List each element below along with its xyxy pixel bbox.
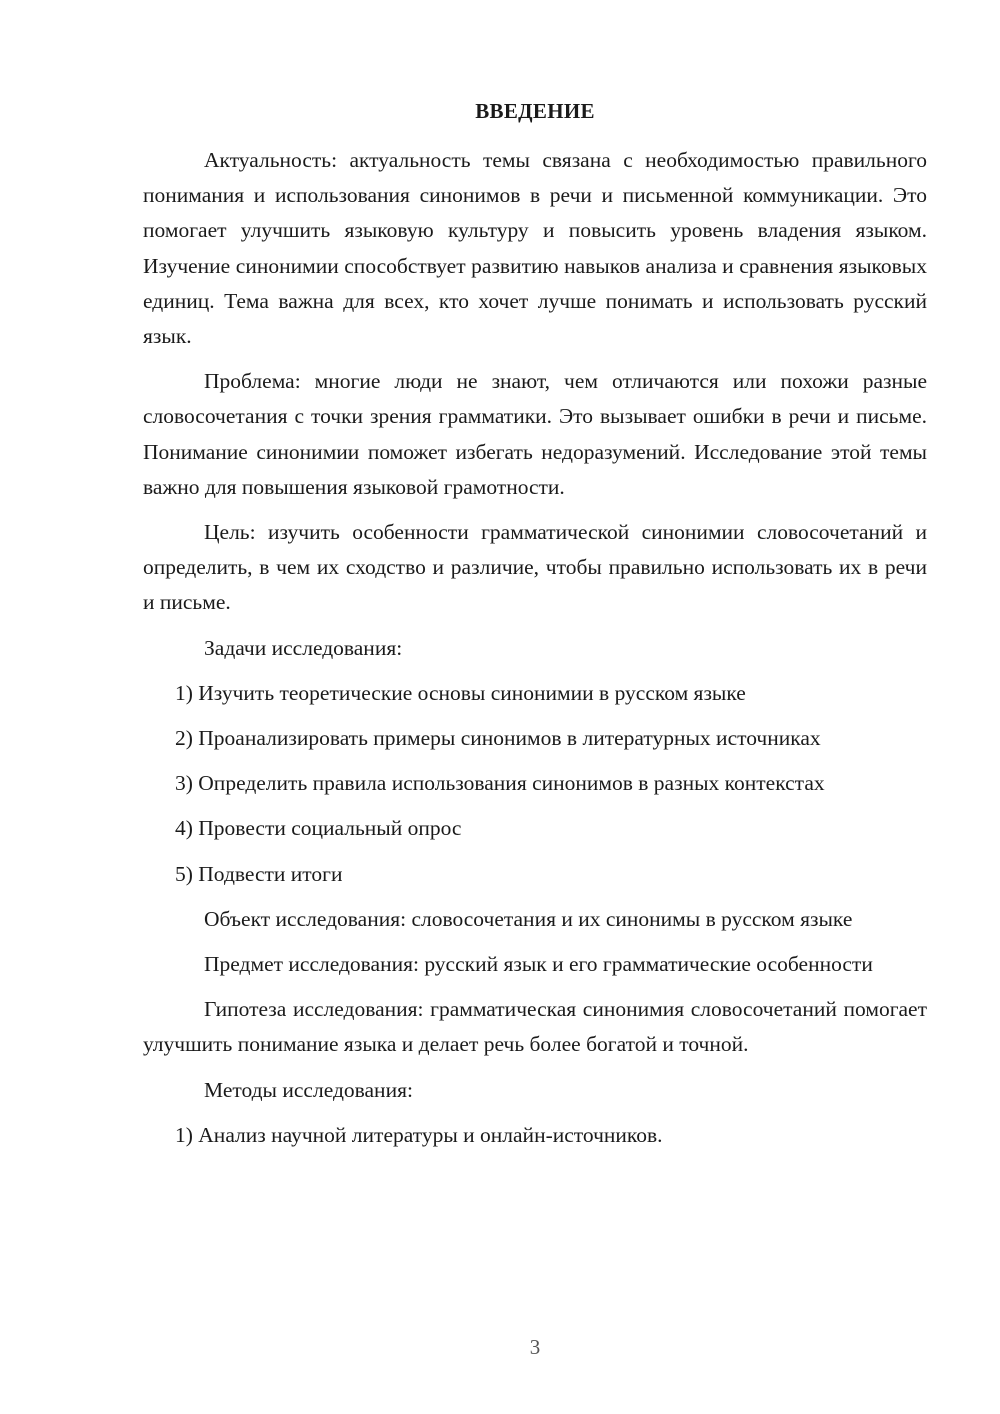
task-item: 4) Провести социальный опрос [175,816,462,841]
object-paragraph: Объект исследования: словосочетания и их синонимы в русском языке [204,906,853,931]
methods-label: Методы исследования: [204,1077,413,1102]
task-item: 1) Изучить теоретические основы синонимии в русском языке [175,680,746,705]
task-item: 5) Подвести итоги [175,861,343,886]
task-item: 3) Определить правила использования синонимов в разных контекстах [175,771,825,796]
method-item: 1) Анализ научной литературы и онлайн-источников. [175,1122,663,1147]
document-body [143,143,927,1163]
relevance-paragraph: Актуальность: актуальность темы связана с необходимостью правильного понимания и использования синонимов в речи и письменной коммуникации. Это помогает улучшить языковую культуру и повысить уровень владения языком. Изучение синонимии способствует развитию навыков анализа и сравнения языковых единиц. Тема важна для всех, кто хочет лучше понимать и использовать русский язык. [143,148,927,349]
problem-paragraph: Проблема: многие люди не знают, чем отличаются или похожи разные словосочетания с точки зрения грамматики. Это вызывает ошибки в речи и письме. Понимание синонимии поможет избегать недоразумений. Исследование этой темы важно для повышения языковой грамотности. [143,369,927,499]
tasks-label: Задачи исследования: [204,635,403,660]
section-heading: ВВЕДЕНИЕ [475,99,595,123]
subject-paragraph: Предмет исследования: русский язык и его грамматические особенности [204,952,873,977]
goal-paragraph: Цель: изучить особенности грамматической синонимии словосочетаний и определить, в чем их сходство и различие, чтобы правильно использовать их в речи и письме. [143,520,927,615]
document-page [143,0,927,1414]
hypothesis-paragraph: Гипотеза исследования: грамматическая синонимия словосочетаний помогает улучшить понимание языка и делает речь более богатой и точной. [143,997,927,1057]
task-item: 2) Проанализировать примеры синонимов в литературных источниках [175,726,821,751]
page-number: 3 [529,1335,541,1359]
